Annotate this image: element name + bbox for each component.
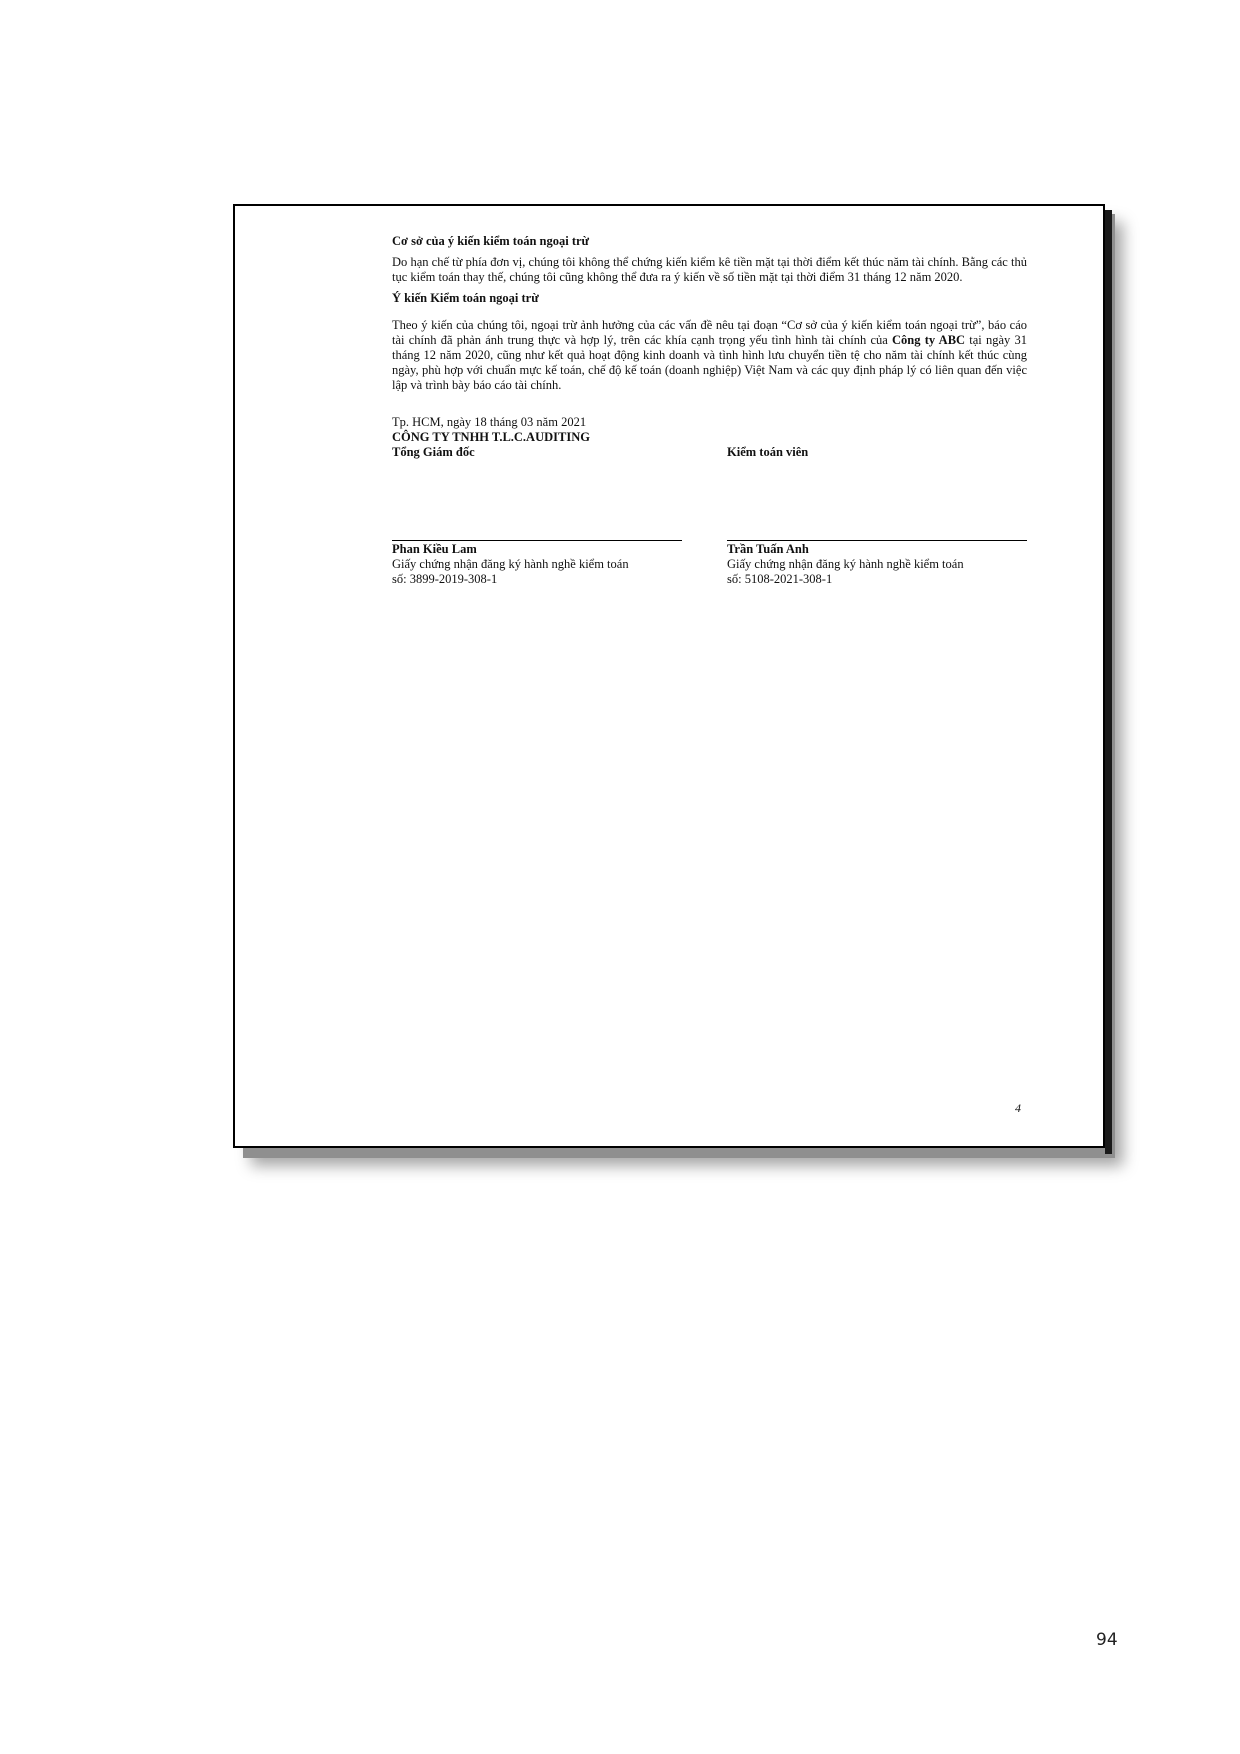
signature-title: Kiểm toán viên — [727, 445, 809, 459]
opinion-text-1: Theo ý kiến của chúng tôi, ngoại trừ ảnh hưởng của các vấn đề nêu tại đoạn “Cơ sở của ý kiến kiểm toán ngoại trừ”, báo cáo tài chính đã phản ánh trung thực và hợp lý, trên các khía cạnh trọng yếu tình hình tài chính của — [392, 318, 1027, 347]
opinion-paragraph — [392, 318, 1027, 393]
basis-heading: Cơ sở của ý kiến kiểm toán ngoại trừ — [392, 234, 590, 248]
opinion-text-2: tại ngày 31 tháng 12 năm 2020, cũng như kết quả hoạt động kinh doanh và tình hình lưu chuyển tiền tệ cho năm tài chính kết thúc cùng ngày, phù hợp với chuẩn mực kế toán, chế độ kế toán (doanh nghiệp) Việt Nam và các quy định pháp lý có liên quan đến việc lập và trình bày báo cáo tài chính. — [392, 333, 1028, 392]
signature-block-auditor — [727, 445, 1027, 587]
page-number: 94 — [1096, 1630, 1118, 1650]
signature-title: Tổng Giám đốc — [392, 445, 475, 459]
cert-number: số: 5108-2021-308-1 — [727, 572, 833, 586]
opinion-heading: Ý kiến Kiểm toán ngoại trừ — [392, 291, 539, 305]
signature-line — [392, 540, 682, 587]
embedded-document-page — [233, 204, 1105, 1148]
basis-paragraph: Do hạn chế từ phía đơn vị, chúng tôi không thể chứng kiến kiểm kê tiền mặt tại thời điểm kết thúc năm tài chính. Bằng các thủ tục kiểm toán thay thế, chúng tôi cũng không thể đưa ra ý kiến về số tiền mặt tại thời điểm 31 tháng 12 năm 2020. — [392, 255, 1027, 284]
cert-label: Giấy chứng nhận đăng ký hành nghề kiểm toán — [727, 557, 964, 571]
signature-row — [392, 445, 1027, 587]
cert-number: số: 3899-2019-308-1 — [392, 572, 498, 586]
place-date: Tp. HCM, ngày 18 tháng 03 năm 2021 — [392, 415, 587, 429]
opinion-company: Công ty ABC — [892, 333, 966, 347]
inner-page-number: 4 — [1015, 1101, 1021, 1115]
signature-block-director — [392, 445, 682, 587]
signer-name: Phan Kiều Lam — [392, 542, 477, 556]
cert-label: Giấy chứng nhận đăng ký hành nghề kiểm toán — [392, 557, 629, 571]
signer-name: Trần Tuấn Anh — [727, 542, 809, 556]
company-name: CÔNG TY TNHH T.L.C.AUDITING — [392, 430, 590, 444]
signature-line — [727, 540, 1027, 587]
document-content — [392, 234, 1027, 587]
